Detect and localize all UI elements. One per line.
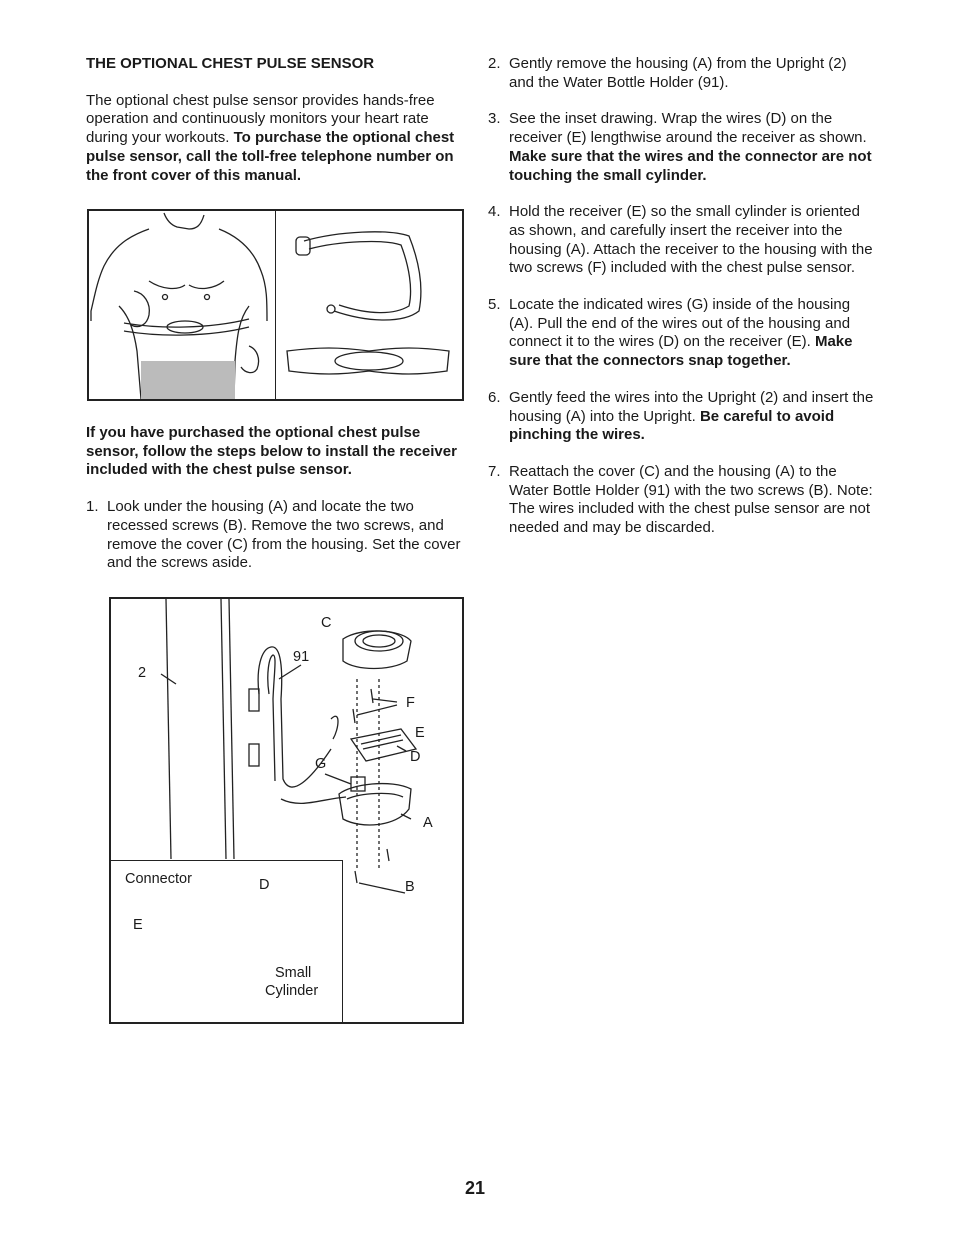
step-number: 6. bbox=[488, 388, 501, 406]
label-b: B bbox=[405, 879, 415, 895]
inset-label-d: D bbox=[259, 877, 270, 893]
intro-paragraph bbox=[86, 92, 466, 186]
step-7 bbox=[488, 463, 874, 538]
page-number: 21 bbox=[465, 1178, 486, 1198]
step-text: Gently feed the wires into the Upright (2) and insert the housing (A) into the Upright. bbox=[509, 388, 874, 425]
step-4 bbox=[488, 203, 874, 278]
step-3 bbox=[488, 110, 874, 185]
housing-diagram bbox=[109, 597, 464, 1024]
step-number: 7. bbox=[488, 462, 501, 480]
step-2 bbox=[488, 55, 874, 92]
label-d: D bbox=[410, 749, 421, 765]
install-note-text: If you have purchased the optional chest pulse sensor, follow the steps below to install the receiver included with the chest pulse sensor. bbox=[86, 424, 457, 479]
label-a: A bbox=[423, 815, 433, 831]
step-number: 1. bbox=[86, 498, 99, 516]
intro-text: The optional chest pulse sensor provides hands-free operation and continuously monitors your heart rate during your workouts. bbox=[86, 91, 435, 147]
inset-label-small: Small bbox=[275, 965, 312, 981]
step-text: Reattach the cover (C) and the housing (A) to the Water Bottle Holder (91) with the two screws (B). Note: The wires included with the chest pulse sensor are not needed and may be discarded. bbox=[509, 462, 873, 537]
left-column bbox=[86, 55, 466, 203]
step-text: See the inset drawing. Wrap the wires (D) on the receiver (E) lengthwise around the receiver as shown. bbox=[509, 110, 867, 147]
inset-label-connector: Connector bbox=[125, 871, 192, 887]
intro-bold: To purchase the optional chest pulse sensor, call the toll-free telephone number on the front cover of this manual. bbox=[86, 129, 455, 184]
inset-label-cylinder: Cylinder bbox=[265, 983, 319, 999]
step-6 bbox=[488, 389, 874, 445]
install-note bbox=[86, 424, 466, 480]
chest-strap-figure bbox=[87, 209, 464, 401]
step-bold: Be careful to avoid pinching the wires. bbox=[509, 407, 835, 444]
label-f: F bbox=[406, 695, 415, 711]
step-5 bbox=[488, 296, 874, 371]
step-bold: Make sure that the connectors snap together. bbox=[509, 333, 853, 370]
step-text: Locate the indicated wires (G) inside of the housing (A). Pull the end of the wires out of the housing and connect it to the wires (D) on the receiver (E). bbox=[509, 296, 851, 351]
label-c: C bbox=[321, 615, 332, 631]
right-column bbox=[488, 55, 874, 556]
step-1 bbox=[86, 498, 466, 573]
inset-label-e: E bbox=[133, 917, 143, 933]
step-number: 2. bbox=[488, 55, 501, 72]
step-text: Hold the receiver (E) so the small cylinder is oriented as shown, and carefully insert the receiver into the housing (A). Attach the receiver to the housing with the two screws (F) included with the chest pulse sensor. bbox=[509, 203, 873, 277]
step-bold: Make sure that the wires and the connector are not touching the small cylinder. bbox=[509, 147, 872, 184]
step-text: Gently remove the housing (A) from the Upright (2) and the Water Bottle Holder (91). bbox=[509, 55, 847, 91]
step-number: 3. bbox=[488, 110, 501, 128]
step-text: Look under the housing (A) and locate the two recessed screws (B). Remove the two screws, and remove the cover (C) from the housing. Set the cover and the screws aside. bbox=[107, 498, 461, 572]
label-91: 91 bbox=[293, 649, 310, 665]
label-2: 2 bbox=[138, 665, 147, 681]
step-number: 4. bbox=[488, 203, 501, 221]
chest-strap-illustration bbox=[89, 211, 462, 399]
receiver-inset bbox=[111, 860, 343, 1022]
left-column-continued bbox=[86, 424, 466, 591]
label-e: E bbox=[415, 725, 425, 741]
step-number: 5. bbox=[488, 296, 501, 314]
section-title: THE OPTIONAL CHEST PULSE SENSOR bbox=[86, 55, 375, 72]
label-g: G bbox=[315, 756, 327, 772]
